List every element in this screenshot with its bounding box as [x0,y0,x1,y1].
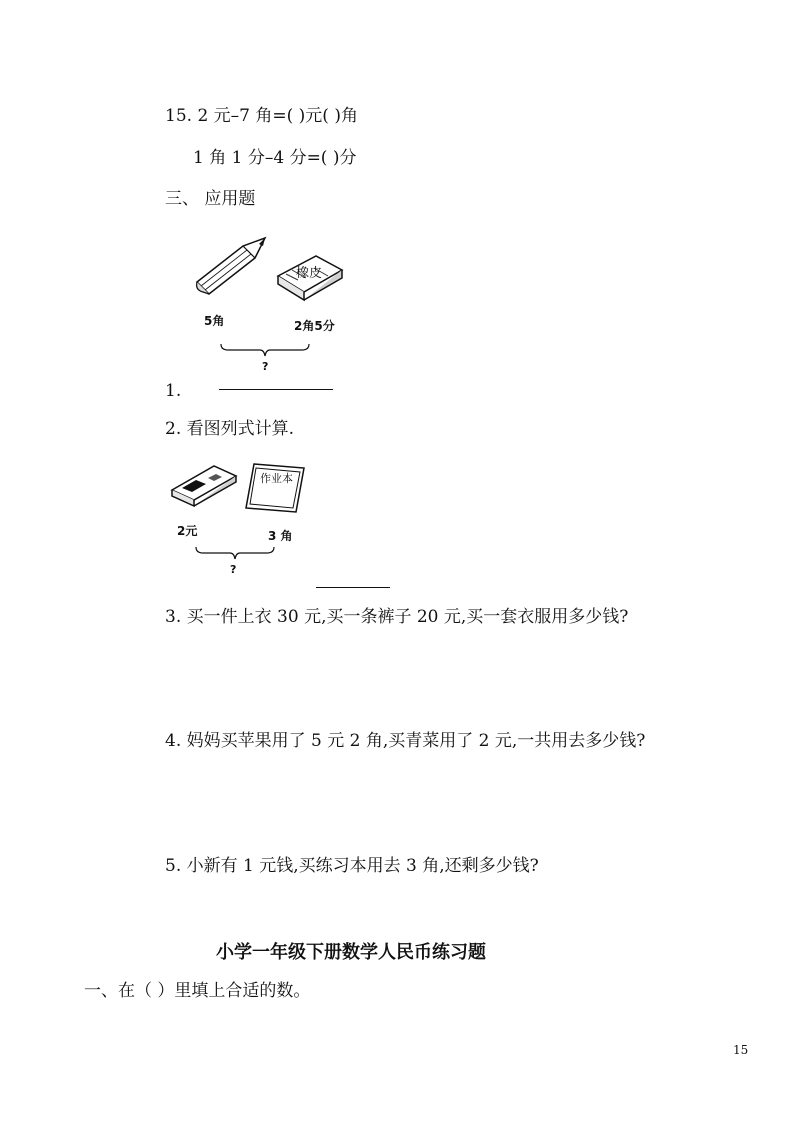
question-15-line-2: 1 角 1 分–4 分=( )分 [193,148,357,168]
pencil-case-price: 2元 [177,524,198,538]
eraser-price: 2角5分 [294,319,335,333]
pencil-icon [193,236,268,298]
answer-line-1 [219,389,333,390]
fill-in-heading: 一、在（ ）里填上合适的数。 [84,981,311,1001]
question-mark: ? [262,360,269,373]
question-15-line-1: 15. 2 元–7 角=( )元( )角 [165,106,358,126]
total-brace-2 [195,545,275,561]
book-price: 3 角 [268,529,293,543]
book-text: 作业本 [260,472,293,485]
question-4-text: 4. 妈妈买苹果用了 5 元 2 角,买青菜用了 2 元,一共用去多少钱? [165,731,646,751]
section-heading: 三、 应用题 [165,189,256,209]
page-number: 15 [733,1043,749,1057]
question-2-text: 2. 看图列式计算. [165,419,295,439]
answer-line-2 [316,587,390,588]
exercise-book-icon [244,462,308,514]
question-3-text: 3. 买一件上衣 30 元,买一条裤子 20 元,买一套衣服用多少钱? [165,607,629,627]
question-5-text: 5. 小新有 1 元钱,买练习本用去 3 角,还剩多少钱? [165,856,539,876]
total-brace [220,342,310,358]
question-mark-2: ? [230,563,237,576]
eraser-icon [276,250,346,302]
eraser-text: 橡皮 [296,266,323,281]
pencil-case-icon [170,462,240,508]
question-1-number: 1. [165,381,182,401]
pencil-price: 5角 [204,314,225,328]
worksheet-title: 小学一年级下册数学人民币练习题 [216,942,486,963]
